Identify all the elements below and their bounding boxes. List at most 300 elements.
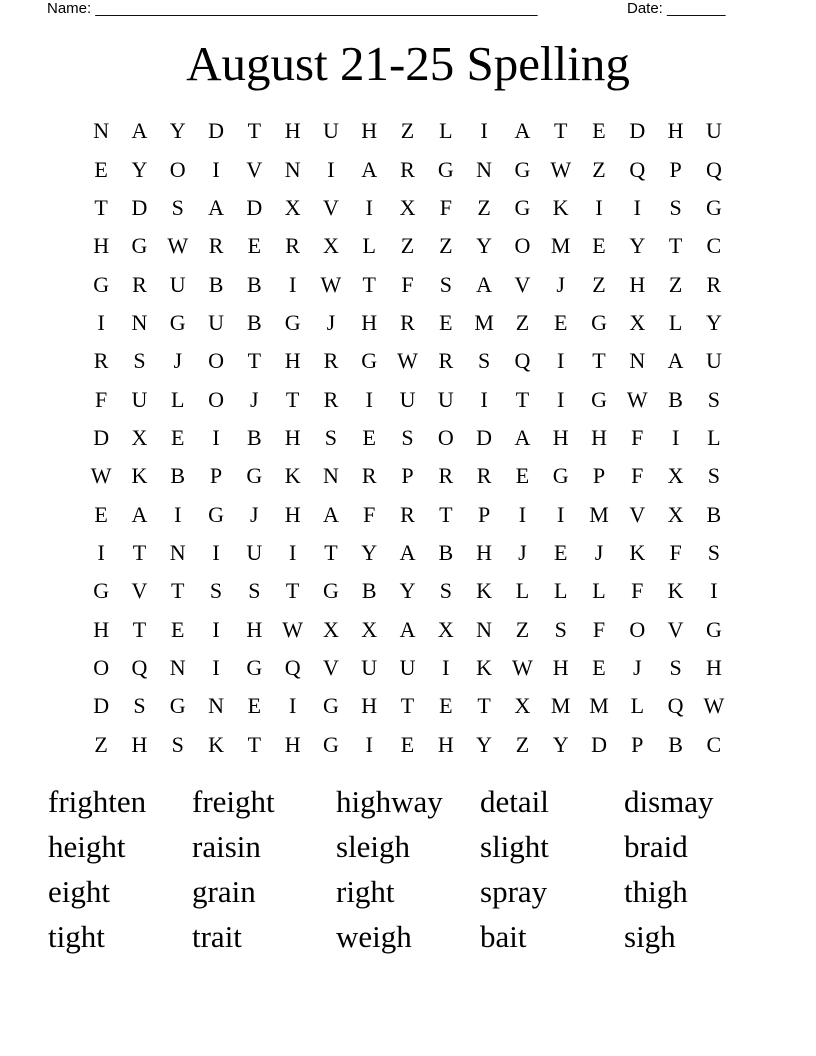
grid-letter: W [703,693,725,719]
grid-letter: O [629,616,646,642]
grid-letter: D [93,424,110,450]
grid-letter: T [439,501,453,527]
grid-letter: I [288,539,297,565]
grid-letter: D [629,118,646,144]
grid-letter: I [671,424,680,450]
grid-letter: A [399,539,416,565]
grid-letter: V [667,616,684,642]
grid-letter: I [595,194,603,220]
grid-letter: G [705,194,722,220]
grid-letter: H [93,233,110,259]
grid-letter: Q [667,693,684,719]
grid-letter: A [131,501,148,527]
grid-letter: K [208,731,224,757]
grid-letter: S [133,348,146,374]
grid-letter: R [361,463,377,489]
grid-letter: I [212,539,220,565]
grid-letter: U [437,386,454,412]
grid-letter: K [476,654,493,680]
grid-letter: G [93,578,110,604]
grid-letter: V [246,156,263,182]
grid-letter: S [707,539,721,565]
word-bank-item: dismay [624,784,714,819]
grid-letter: L [439,118,453,144]
word-bank-item: freight [192,784,275,819]
grid-letter: S [133,693,146,719]
grid-letter: I [480,386,488,412]
grid-letter: A [208,194,224,220]
grid-letter: I [212,616,220,642]
grid-letter: H [552,654,569,680]
grid-letter: X [322,616,339,642]
grid-letter: G [705,616,722,642]
grid-letter: N [322,463,339,489]
grid-letter: W [282,616,304,642]
grid-letter: U [246,539,263,565]
grid-letter: L [362,233,376,259]
grid-letter: Q [705,156,722,182]
grid-letter: U [322,118,339,144]
grid-letter: K [131,463,148,489]
grid-letter: E [592,118,606,144]
grid-letter: I [442,654,450,680]
grid-letter: W [90,463,112,489]
grid-letter: Z [400,233,415,259]
grid-letter: P [477,501,491,527]
grid-letter: H [284,118,301,144]
grid-letter: B [246,309,262,335]
grid-letter: T [247,348,262,374]
grid-letter: M [550,693,571,719]
grid-letter: S [477,348,491,374]
grid-letter: U [705,348,722,374]
grid-letter: B [668,386,683,412]
grid-letter: H [246,616,263,642]
grid-letter: P [669,156,682,182]
grid-letter: T [94,194,108,220]
grid-letter: G [361,348,378,374]
grid-letter: G [169,693,186,719]
grid-letter: G [93,271,110,297]
grid-letter: P [401,463,414,489]
grid-letter: O [437,424,454,450]
grid-letter: G [552,463,569,489]
grid-letter: Y [705,309,722,335]
grid-letter: N [476,156,493,182]
grid-letter: I [174,501,182,527]
grid-letter: E [171,424,185,450]
grid-letter: Y [476,731,493,757]
grid-letter: E [171,616,185,642]
grid-letter: T [132,539,147,565]
grid-letter: S [171,731,184,757]
grid-letter: O [169,156,186,182]
grid-letter: X [667,501,684,527]
grid-letter: H [131,731,148,757]
grid-letter: R [285,233,300,259]
word-bank-item: right [336,874,395,909]
grid-letter: S [707,386,721,412]
grid-letter: T [400,693,415,719]
grid-letter: I [633,194,641,220]
grid-letter: H [93,616,110,642]
word-bank-item: braid [624,829,688,864]
grid-letter: X [322,233,339,259]
grid-letter: W [320,271,342,297]
grid-letter: Y [476,233,493,259]
grid-letter: H [476,539,493,565]
grid-letter: G [322,578,339,604]
grid-letter: I [365,194,373,220]
grid-letter: G [322,731,339,757]
header [47,0,726,20]
grid-letter: D [476,424,493,450]
grid-letter: U [399,386,416,412]
grid-letter: C [706,233,722,259]
grid-letter: T [362,271,376,297]
grid-letter: W [626,386,648,412]
grid-letter: C [706,731,722,757]
grid-letter: Q [514,348,531,374]
grid-letter: I [288,693,297,719]
grid-letter: T [247,118,262,144]
grid-letter: I [710,578,718,604]
word-bank-item: tight [48,919,105,954]
grid-letter: G [514,194,531,220]
grid-letter: H [284,731,301,757]
grid-letter: T [515,386,530,412]
grid-letter: J [250,386,259,412]
word-bank-item: eight [48,874,110,909]
word-bank-item: slight [480,829,549,864]
grid-letter: T [247,731,262,757]
grid-letter: X [667,463,684,489]
grid-letter: W [167,233,189,259]
date-field: Date: _______ [627,0,726,17]
grid-letter: H [437,731,454,757]
grid-letter: S [248,578,261,604]
grid-letter: X [437,616,454,642]
grid-letter: F [363,501,376,527]
grid-letter: I [212,654,220,680]
grid-letter: R [476,463,492,489]
word-bank-item: thigh [624,874,688,909]
grid-letter: H [284,424,301,450]
grid-letter: F [631,463,644,489]
grid-letter: H [667,118,684,144]
grid-letter: R [323,348,339,374]
grid-letter: B [246,271,262,297]
grid-letter: O [514,233,531,259]
name-field: Name: _____________________________________________________ [47,0,538,17]
grid-letter: T [553,118,568,144]
grid-letter: T [285,578,300,604]
grid-letter: G [591,309,607,335]
grid-letter: A [322,501,339,527]
grid-letter: H [284,501,301,527]
grid-letter: L [553,578,568,604]
grid-letter: R [438,348,454,374]
grid-letter: B [208,271,224,297]
grid-letter: E [592,654,606,680]
grid-letter: R [400,156,415,182]
grid-letter: Z [592,156,606,182]
grid-letter: R [323,386,339,412]
grid-letter: S [439,578,452,604]
word-bank-item: detail [480,784,549,819]
grid-letter: B [706,501,722,527]
grid-letter: U [705,118,722,144]
grid-letter: Z [592,271,606,297]
grid-letter: H [552,424,569,450]
grid-letter: W [550,156,572,182]
grid-letter: D [131,194,148,220]
grid-letter: G [131,233,148,259]
grid-letter: R [400,501,415,527]
grid-letter: U [131,386,148,412]
grid-letter: K [667,578,684,604]
grid-letter: I [365,386,373,412]
grid-letter: V [131,578,148,604]
grid-letter: E [362,424,376,450]
grid-letter: Z [94,731,108,757]
grid-letter: I [288,271,297,297]
grid-letter: F [669,539,682,565]
grid-letter: Z [515,309,530,335]
page-title: August 21-25 Spelling [186,36,630,91]
grid-letter: S [554,616,567,642]
grid-letter: E [94,501,108,527]
grid-letter: S [324,424,338,450]
grid-letter: Y [399,578,416,604]
grid-letter: G [322,693,339,719]
word-bank-item: spray [480,874,548,909]
grid-letter: F [631,578,644,604]
word-bank-item: weigh [336,919,412,954]
grid-letter: N [131,309,148,335]
grid-letter: S [669,194,682,220]
grid-letter: P [592,463,606,489]
grid-letter: L [515,578,530,604]
grid-letter: U [169,271,186,297]
grid-letter: V [629,501,646,527]
grid-letter: J [518,539,527,565]
grid-letter: S [439,271,452,297]
grid-letter: R [93,348,109,374]
grid-letter: M [589,693,609,719]
grid-letter: M [474,309,494,335]
grid-letter: Y [131,156,148,182]
grid-letter: E [553,539,568,565]
grid-letter: S [171,194,184,220]
grid-letter: W [512,654,533,680]
grid-letter: U [399,654,416,680]
grid-letter: H [591,424,607,450]
grid-letter: V [514,271,531,297]
grid-letter: B [668,731,683,757]
grid-letter: X [629,309,646,335]
grid-letter: O [208,386,224,412]
grid-letter: K [476,578,493,604]
grid-letter: I [518,501,527,527]
grid-letter: T [132,616,147,642]
grid-letter: L [171,386,185,412]
grid-letter: I [97,539,105,565]
grid-letter: E [247,233,262,259]
grid-letter: H [629,271,646,297]
grid-letter: T [668,233,683,259]
grid-letter: M [550,233,571,259]
grid-letter: X [361,616,378,642]
grid-letter: X [399,194,416,220]
grid-letter: I [480,118,488,144]
grid-letter: V [322,654,339,680]
word-bank [48,782,768,962]
grid-letter: R [438,463,454,489]
grid-letter: A [667,348,684,374]
word-bank-item: raisin [192,829,261,864]
grid-letter: S [401,424,414,450]
grid-letter: K [629,539,646,565]
grid-letter: B [438,539,454,565]
grid-letter: Y [361,539,378,565]
grid-letter: E [400,731,415,757]
grid-letter: G [284,309,301,335]
grid-letter: X [514,693,531,719]
grid-letter: I [212,424,220,450]
grid-letter: A [131,118,148,144]
grid-letter: V [322,194,339,220]
grid-letter: N [169,539,186,565]
grid-letter: E [553,309,568,335]
grid-letter: A [361,156,378,182]
grid-letter: N [476,616,493,642]
grid-letter: D [591,731,607,757]
grid-letter: J [326,309,336,335]
grid-letter: B [170,463,186,489]
grid-letter: P [631,731,644,757]
grid-letter: E [94,156,108,182]
grid-letter: N [208,693,224,719]
grid-letter: Z [515,731,530,757]
grid-letter: J [250,501,259,527]
grid-letter: Z [515,616,530,642]
grid-letter: X [131,424,148,450]
grid-letter: H [361,693,378,719]
grid-letter: U [208,309,224,335]
grid-letter: F [631,424,644,450]
grid-letter: U [361,654,378,680]
grid-letter: J [633,654,642,680]
word-bank-item: bait [480,919,527,954]
grid-letter: G [246,654,263,680]
grid-letter: G [169,309,186,335]
grid-letter: W [397,348,418,374]
grid-letter: G [246,463,263,489]
word-bank-item: frighten [48,784,147,819]
grid-letter: A [399,616,416,642]
grid-letter: I [557,501,565,527]
grid-letter: E [515,463,530,489]
grid-letter: E [592,233,606,259]
grid-letter: F [439,194,452,220]
grid-letter: N [284,156,301,182]
grid-letter: E [247,693,262,719]
grid-letter: D [93,693,110,719]
grid-letter: L [668,309,683,335]
grid-letter: E [439,693,453,719]
grid-letter: H [284,348,301,374]
word-search-grid [82,112,733,764]
grid-letter: E [439,309,453,335]
grid-letter: D [208,118,224,144]
grid-letter: H [361,118,378,144]
grid-letter: T [592,348,606,374]
grid-letter: A [476,271,493,297]
grid-letter: K [284,463,301,489]
grid-letter: T [324,539,338,565]
grid-letter: S [669,654,682,680]
grid-letter: R [706,271,722,297]
grid-letter: J [594,539,604,565]
grid-letter: X [284,194,301,220]
grid-letter: I [365,731,373,757]
grid-letter: M [589,501,609,527]
grid-letter: N [93,118,110,144]
grid-letter: R [400,309,415,335]
grid-letter: I [557,386,565,412]
grid-letter: J [173,348,183,374]
grid-letter: Y [552,731,569,757]
grid-letter: A [514,424,531,450]
grid-letter: I [97,309,105,335]
grid-letter: Y [629,233,646,259]
grid-letter: H [705,654,722,680]
grid-letter: L [592,578,606,604]
grid-letter: N [169,654,186,680]
grid-letter: H [361,309,378,335]
word-bank-item: sleigh [336,829,411,864]
grid-letter: P [209,463,223,489]
grid-letter: G [208,501,224,527]
grid-letter: J [556,271,565,297]
grid-letter: Q [131,654,148,680]
grid-letter: Q [284,654,301,680]
grid-letter: R [132,271,147,297]
grid-letter: G [591,386,607,412]
grid-letter: O [93,654,110,680]
grid-letter: T [285,386,300,412]
grid-letter: F [95,386,108,412]
grid-letter: B [361,578,377,604]
word-bank-item: trait [192,919,242,954]
grid-letter: T [477,693,491,719]
grid-letter: F [401,271,414,297]
word-bank-item: sigh [624,919,676,954]
grid-letter: Z [439,233,453,259]
grid-letter: Q [629,156,646,182]
word-bank-item: grain [192,874,256,909]
word-bank-item: highway [336,784,443,819]
grid-letter: O [208,348,224,374]
grid-letter: I [212,156,220,182]
grid-letter: L [707,424,721,450]
grid-letter: Z [668,271,683,297]
word-bank-item: height [48,829,126,864]
grid-letter: A [514,118,531,144]
grid-letter: N [629,348,646,374]
grid-letter: B [246,424,262,450]
